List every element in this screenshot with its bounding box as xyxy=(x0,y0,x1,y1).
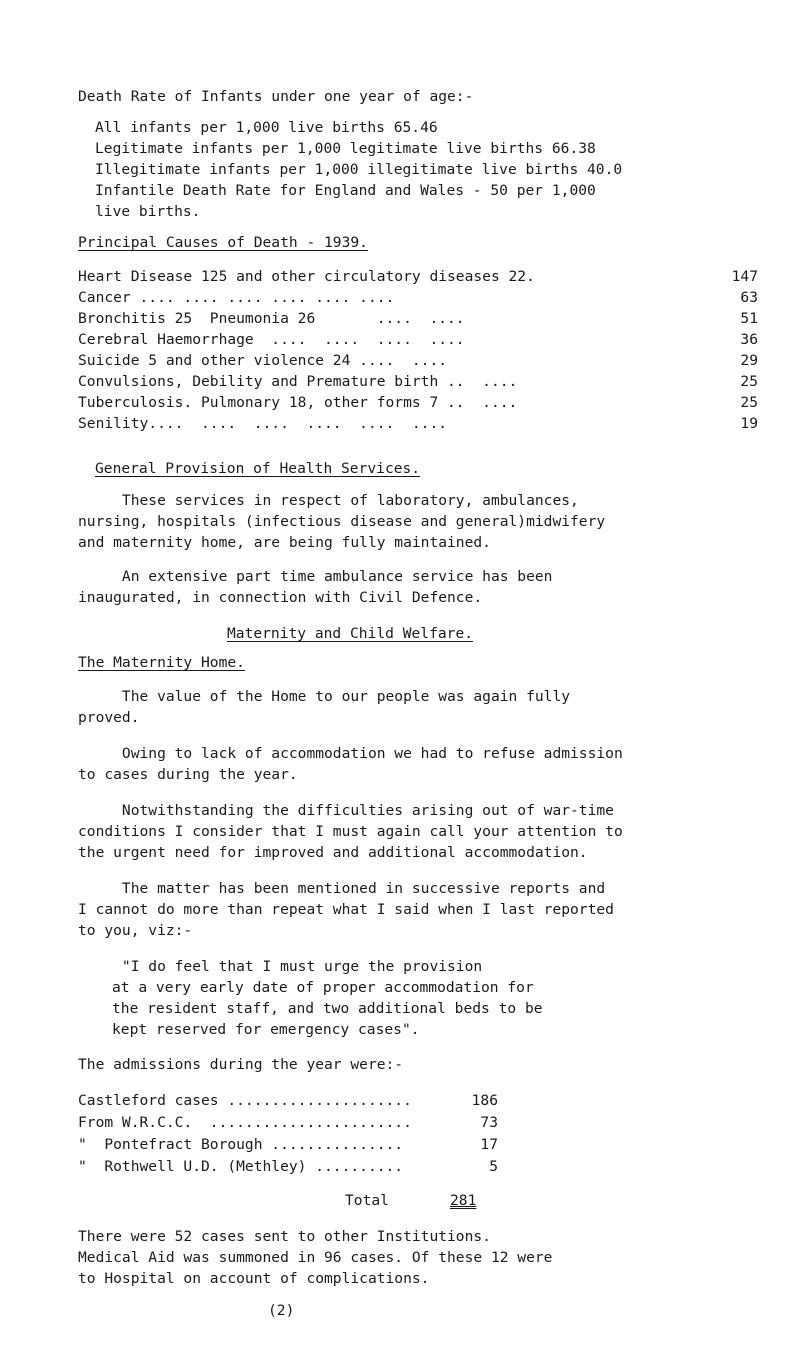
admission-label: " Rothwell U.D. (Methley) .......... xyxy=(78,1158,404,1175)
cause-row xyxy=(78,308,798,329)
admission-row xyxy=(78,1112,498,1134)
admission-row xyxy=(78,1156,498,1178)
text-line: to cases during the year. xyxy=(78,766,298,783)
text-line: These services in respect of laboratory, ambulances, xyxy=(78,492,579,509)
cause-label: Bronchitis 25 Pneumonia 26 .... .... xyxy=(78,310,465,327)
rate-line: All infants per 1,000 live births 65.46 xyxy=(95,119,438,136)
page-number: (2) xyxy=(268,1302,295,1319)
admissions-intro: The admissions during the year were:- xyxy=(78,1056,404,1073)
cause-row xyxy=(78,392,798,413)
causes-heading: Principal Causes of Death - 1939. xyxy=(78,234,368,251)
cause-row xyxy=(78,287,798,308)
text-line: Owing to lack of accommodation we had to refuse admission xyxy=(78,745,623,762)
text-line: inaugurated, in connection with Civil Defence. xyxy=(78,589,483,606)
cause-label: Suicide 5 and other violence 24 .... .... xyxy=(78,352,448,369)
rate-line: Infantile Death Rate for England and Wales - 50 per 1,000 xyxy=(95,182,596,199)
text-line: conditions I consider that I must again call your attention to xyxy=(78,823,623,840)
text-line: Notwithstanding the difficulties arising out of war-time xyxy=(78,802,614,819)
rate-line: live births. xyxy=(95,203,201,220)
admission-row xyxy=(78,1090,498,1112)
cause-row xyxy=(78,371,798,392)
admission-value: 5 xyxy=(489,1158,498,1175)
text-line: The value of the Home to our people was again fully xyxy=(78,688,571,705)
text-line: I cannot do more than repeat what I said when I last reported xyxy=(78,901,614,918)
admission-label: From W.R.C.C. ....................... xyxy=(78,1114,412,1131)
cause-value: 25 xyxy=(740,394,758,411)
cause-row xyxy=(78,413,798,434)
cause-row xyxy=(78,329,798,350)
text-line: There were 52 cases sent to other Institutions. xyxy=(78,1228,491,1245)
cause-value: 147 xyxy=(731,268,758,285)
page-title: Death Rate of Infants under one year of age:- xyxy=(78,88,474,105)
admission-row xyxy=(78,1134,498,1156)
cause-value: 36 xyxy=(740,331,758,348)
rate-line: Illegitimate infants per 1,000 illegitimate live births 40.0 xyxy=(95,161,623,178)
cause-label: Senility.... .... .... .... .... .... xyxy=(78,415,448,432)
text-line: nursing, hospitals (infectious disease and general)midwifery xyxy=(78,513,606,530)
text-line: An extensive part time ambulance service has been xyxy=(78,568,553,585)
admission-label: Castleford cases ..................... xyxy=(78,1092,412,1109)
rate-line: Legitimate infants per 1,000 legitimate live births 66.38 xyxy=(95,140,596,157)
text-line: Medical Aid was summoned in 96 cases. Of these 12 were xyxy=(78,1249,553,1266)
text-line: at a very early date of proper accommodation for xyxy=(112,979,534,996)
maternity-subheading: The Maternity Home. xyxy=(78,654,245,671)
admission-value: 186 xyxy=(471,1092,498,1109)
admission-value: 73 xyxy=(480,1114,498,1131)
cause-label: Convulsions, Debility and Premature birth .. .... xyxy=(78,373,518,390)
text-line: the resident staff, and two additional beds to be xyxy=(112,1000,543,1017)
cause-row xyxy=(78,266,798,287)
admission-value: 17 xyxy=(480,1136,498,1153)
cause-value: 29 xyxy=(740,352,758,369)
text-line: "I do feel that I must urge the provision xyxy=(78,958,483,975)
total-label: Total xyxy=(345,1192,389,1209)
admission-label: " Pontefract Borough ............... xyxy=(78,1136,404,1153)
text-line: and maternity home, are being fully maintained. xyxy=(78,534,491,551)
cause-value: 25 xyxy=(740,373,758,390)
text-line: the urgent need for improved and additional accommodation. xyxy=(78,844,588,861)
cause-value: 51 xyxy=(740,310,758,327)
cause-label: Cancer .... .... .... .... .... .... xyxy=(78,289,395,306)
cause-label: Heart Disease 125 and other circulatory diseases 22. xyxy=(78,268,535,285)
cause-label: Cerebral Haemorrhage .... .... .... .... xyxy=(78,331,465,348)
cause-row xyxy=(78,350,798,371)
general-heading: General Provision of Health Services. xyxy=(95,460,421,477)
cause-value: 63 xyxy=(740,289,758,306)
text-line: kept reserved for emergency cases". xyxy=(112,1021,420,1038)
text-line: proved. xyxy=(78,709,140,726)
text-line: to you, viz:- xyxy=(78,922,193,939)
cause-label: Tuberculosis. Pulmonary 18, other forms 7 .. .... xyxy=(78,394,518,411)
text-line: The matter has been mentioned in successive reports and xyxy=(78,880,606,897)
maternity-heading: Maternity and Child Welfare. xyxy=(227,625,474,642)
cause-value: 19 xyxy=(740,415,758,432)
text-line: to Hospital on account of complications. xyxy=(78,1270,430,1287)
total-value: 281 xyxy=(450,1192,477,1209)
